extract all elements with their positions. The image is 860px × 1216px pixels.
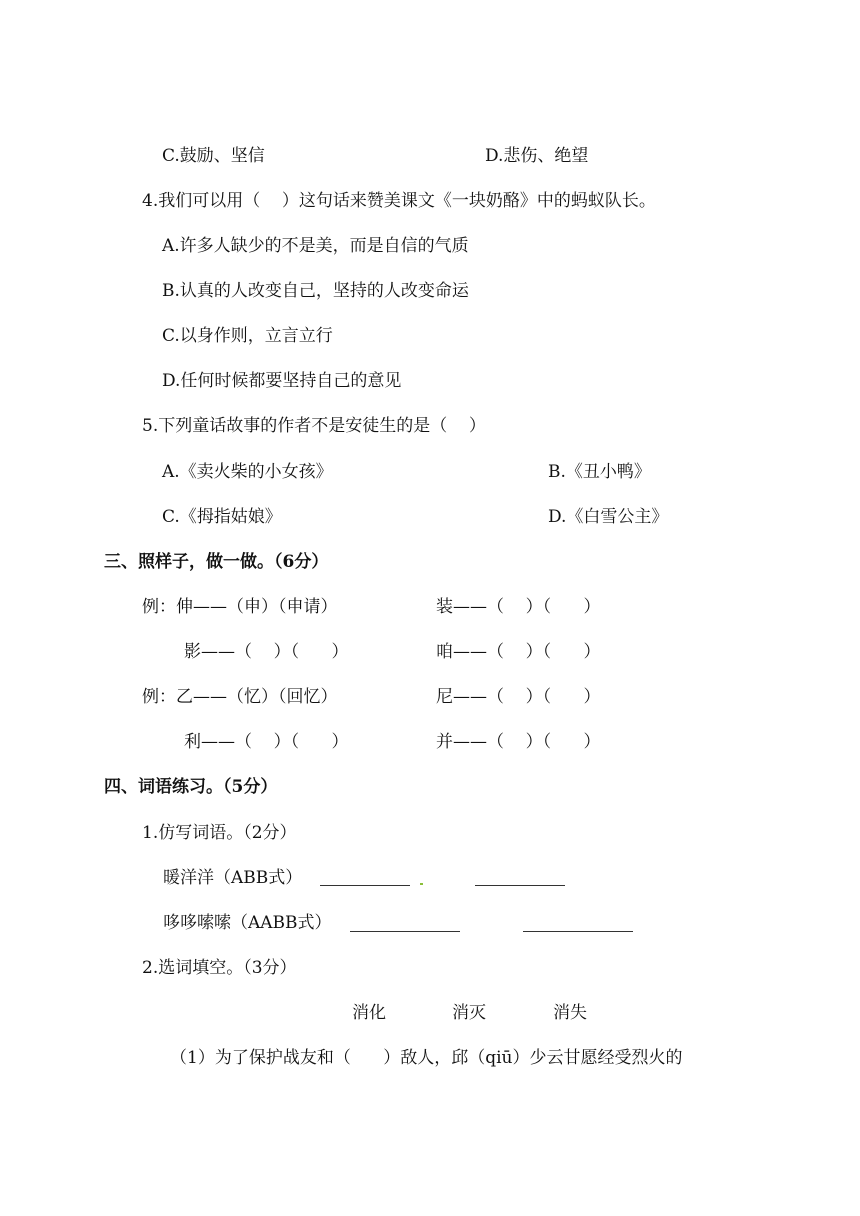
section3-row4-left: 利——（ ）（ ）: [184, 732, 349, 752]
fill-sentence-1: （1）为了保护战友和（ ）敌人，邱（qiū）少云甘愿经受烈火的: [170, 1048, 683, 1068]
aabb-answer-blank-2[interactable]: [523, 931, 633, 932]
section4-q2: 2.选词填空。（3分）: [142, 958, 297, 978]
section3-row1-right: 装——（ ）（ ）: [436, 597, 601, 617]
q5-option-c: C.《拇指姑娘》: [162, 507, 282, 527]
word-choice-1: 消化: [352, 1003, 386, 1023]
q4-stem: 4.我们可以用（ ）这句话来赞美课文《一块奶酪》中的蚂蚁队长。: [142, 191, 656, 211]
q4-option-a: A.许多人缺少的不是美，而是自信的气质: [162, 236, 469, 256]
q4-option-c: C.以身作则，立言立行: [162, 326, 333, 346]
section3-row2-right: 咱——（ ）（ ）: [436, 642, 601, 662]
section4-heading: 四、词语练习。（5分）: [104, 777, 278, 797]
q5-option-b: B.《丑小鸭》: [548, 462, 651, 482]
q4-option-b: B.认真的人改变自己，坚持的人改变命运: [162, 281, 469, 301]
section3-row4-right: 并——（ ）（ ）: [436, 732, 601, 752]
stray-mark: [420, 883, 423, 885]
word-choice-2: 消灭: [452, 1003, 486, 1023]
aabb-answer-blank-1[interactable]: [350, 931, 460, 932]
abb-answer-blank-1[interactable]: [320, 885, 410, 886]
section3-row1-left: 例：伸——（申）（申请）: [142, 597, 338, 617]
section4-q1: 1.仿写词语。（2分）: [142, 823, 297, 843]
q4-option-d: D.任何时候都要坚持自己的意见: [162, 371, 402, 391]
q3-option-c: C.鼓励、坚信: [162, 146, 265, 166]
section3-heading: 三、照样子，做一做。（6分）: [104, 552, 329, 572]
word-choice-3: 消失: [553, 1003, 587, 1023]
section3-row3-left: 例：乙——（忆）（回忆）: [142, 687, 338, 707]
q3-option-d: D.悲伤、绝望: [485, 146, 589, 166]
abb-answer-blank-2[interactable]: [475, 885, 565, 886]
aabb-prompt: 哆哆嗦嗦（AABB式）: [163, 913, 332, 933]
q5-option-d: D.《白雪公主》: [548, 507, 669, 527]
abb-prompt: 暖洋洋（ABB式）: [163, 868, 303, 888]
section3-row3-right: 尼——（ ）（ ）: [436, 687, 601, 707]
q5-stem: 5.下列童话故事的作者不是安徒生的是（ ）: [142, 416, 486, 436]
q5-option-a: A.《卖火柴的小女孩》: [162, 462, 333, 482]
section3-row2-left: 影——（ ）（ ）: [184, 642, 349, 662]
